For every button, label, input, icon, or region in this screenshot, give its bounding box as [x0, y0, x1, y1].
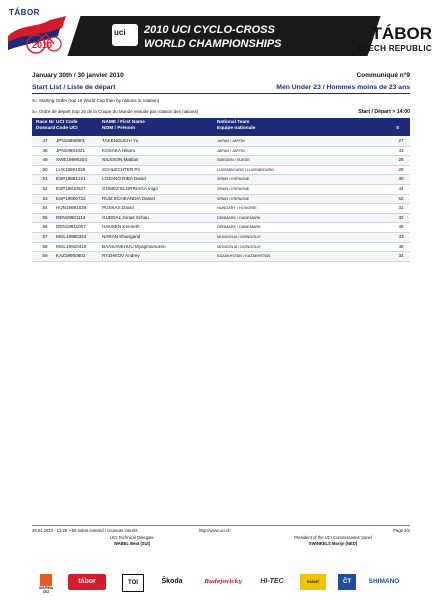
rider-name: KOSAKA Hikaru — [102, 147, 136, 153]
host-city: TÁBOR — [371, 24, 432, 43]
sponsor-cez-label: SKUPINA ČEZ — [38, 586, 54, 594]
national-team: HUNGARY / HONGRIE — [217, 206, 257, 211]
national-team: MONGOLIA / MONGOLIE — [217, 244, 261, 249]
rider-name: GOMEZ ELORRIAGA Inigo — [102, 185, 158, 191]
sponsor-budvar: Budejovicky — [204, 579, 242, 585]
header-race-nr-fr: Dossard — [36, 126, 56, 131]
header-name-fr: NOM / Prénom — [102, 126, 136, 131]
uci-code: ESP19910527 — [56, 185, 86, 191]
starting-order-note-fr: S= Ordre de départ (top 16 de la Coupe du Monde ensuite par rotation des nations) — [32, 109, 199, 114]
rider-name: BAASANKHUU Myagmarsuren — [102, 243, 166, 249]
table-row — [32, 233, 410, 243]
table-row — [32, 156, 410, 166]
header-team-en: National Team — [217, 120, 250, 125]
sponsor-shimano: SHIMANO — [368, 578, 400, 585]
national-team: SPAIN / ESPAGNE — [217, 186, 250, 191]
start-order: 28 — [398, 157, 404, 163]
list-title: Start List / Liste de départ — [32, 84, 116, 91]
race-number: 49 — [42, 157, 48, 163]
uci-code: ESP19881221 — [56, 176, 86, 182]
start-order: 33 — [398, 233, 404, 239]
table-row — [32, 185, 410, 195]
start-order: 52 — [398, 195, 404, 201]
national-team: SPAIN / ESPAGNE — [217, 177, 250, 182]
race-number: 54 — [42, 205, 48, 211]
start-order: 27 — [398, 138, 404, 143]
race-number: 47 — [42, 138, 48, 143]
national-team: SWEDEN / SUEDE — [217, 158, 250, 163]
rider-name: NILSSON Mattias — [102, 157, 139, 163]
cez-logo-icon — [40, 574, 52, 586]
uci-code: DEN19911007 — [56, 224, 86, 230]
national-team: SPAIN / ESPAGNE — [217, 196, 250, 201]
sponsor-bar — [0, 570, 438, 596]
header-uci-code — [56, 120, 78, 132]
start-order: 29 — [398, 166, 404, 172]
header-race-nr-en: Race Nr — [36, 120, 55, 125]
president-name: SWINKELS Marijn (NED) — [308, 541, 358, 546]
national-team: KAZAKHSTAN / KAZAKHSTAN — [217, 254, 271, 259]
table-row — [32, 147, 410, 157]
rider-name: RUIZ ECHEANDIA Daniel — [102, 195, 155, 201]
start-order: 44 — [398, 185, 404, 191]
header-uci-code-en: UCI Code — [56, 120, 78, 125]
race-number: 57 — [42, 233, 48, 239]
banner-title-line2: WORLD CHAMPIONSHIPS — [144, 38, 282, 50]
logo-year: 2010 — [32, 40, 53, 50]
national-team: DENMARK / DANEMARK — [217, 225, 261, 230]
start-order: 45 — [398, 224, 404, 230]
footer-timestamp: 29.01.2010 - 13:25 > 58 riders entered / coureurs inscrits — [32, 528, 138, 533]
uci-code: JPN19881021 — [56, 147, 86, 153]
start-order: 46 — [398, 243, 404, 249]
race-number: 52 — [42, 185, 48, 191]
table-row — [32, 166, 410, 176]
start-order: 43 — [398, 147, 404, 153]
uci-logo-text: uci — [114, 28, 126, 37]
footer-divider — [32, 525, 410, 526]
table-row — [32, 137, 410, 147]
race-number: 56 — [42, 224, 48, 230]
president-role: President of the UCI Commissaires' panel — [294, 535, 372, 540]
uci-code: LUX19901026 — [56, 166, 86, 172]
uci-code: MGL19890324 — [56, 233, 87, 239]
race-number: 58 — [42, 243, 48, 249]
rider-name: TAKENOUCHI Yu — [102, 138, 139, 143]
header-team — [217, 120, 255, 132]
uci-code: JPN19880901 — [56, 138, 86, 143]
delegate-name: WABEL Beat (SUI) — [113, 541, 151, 546]
footer-url[interactable]: http://www.uci.ch — [199, 528, 231, 533]
rider-name: NARAN Khangarid — [102, 233, 141, 239]
race-number: 48 — [42, 147, 48, 153]
start-time: Start / Départ > 14:00 — [358, 109, 410, 115]
national-team: DENMARK / DANEMARK — [217, 215, 261, 220]
rider-name: PUSKAS David — [102, 205, 134, 211]
sponsor-giant: GIANT — [300, 574, 326, 590]
uci-code: DEN19901114 — [56, 214, 86, 220]
national-team: JAPAN / JAPON — [217, 139, 245, 143]
sponsor-hitec: HI-TEC — [260, 578, 284, 585]
national-team: LUXEMBOURG / LUXEMBOURG — [217, 167, 275, 172]
sponsor-toi: TOI — [122, 574, 144, 592]
header-name-en: NAME / First Name — [102, 120, 145, 125]
race-number: 51 — [42, 176, 48, 182]
uci-code: ESP19900722 — [56, 195, 86, 201]
sponsor-ct: ČT — [338, 574, 356, 590]
delegate-role: UCI Technical Delegate — [110, 535, 154, 540]
banner-title-line1: 2010 UCI CYCLO-CROSS — [144, 24, 275, 36]
race-number: 53 — [42, 195, 48, 201]
sponsor-cez — [36, 574, 56, 594]
start-order: 31 — [398, 205, 404, 211]
starting-order-note-en: S= Starting Order (top 16 World Cup then by nations in rotation) — [32, 98, 160, 103]
table-row — [32, 195, 410, 205]
rider-name: SCHLECHTER Pit — [102, 166, 140, 172]
rider-name: GUDDAL Jonas Schau — [102, 214, 149, 220]
race-number: 59 — [42, 253, 48, 259]
header-team-fr: Equipe nationale — [217, 126, 256, 131]
table-row — [32, 243, 410, 253]
header-uci-code-fr: Code UCI — [56, 126, 78, 131]
table-row — [32, 214, 410, 224]
start-order: 30 — [398, 176, 404, 182]
rider-name: HANSEN Kenneth — [102, 224, 140, 230]
header-race-nr — [36, 120, 55, 132]
page-header — [0, 0, 438, 62]
logo-text: TÁBOR — [9, 8, 40, 17]
table-row — [32, 223, 410, 233]
footer-page: Page 2/2 — [393, 528, 410, 533]
title-divider — [32, 93, 410, 94]
start-order: 34 — [398, 253, 404, 259]
category-title: Men Under 23 / Hommes moins de 23 ans — [276, 84, 410, 91]
race-number: 55 — [42, 214, 48, 220]
race-number: 50 — [42, 166, 48, 172]
national-team: JAPAN / JAPON — [217, 148, 245, 153]
host-country: CZECH REPUBLIC — [357, 44, 432, 53]
table-row — [32, 175, 410, 185]
uci-logo — [112, 24, 138, 46]
uci-code: KAZ19900602 — [56, 253, 86, 259]
document-date: January 30th / 30 janvier 2010 — [32, 72, 124, 79]
rider-name: LOZANO RIBA David — [102, 176, 146, 182]
table-row — [32, 252, 410, 262]
start-order: 32 — [398, 214, 404, 220]
header-name — [102, 120, 145, 132]
uci-code: SWE19890204 — [56, 157, 87, 163]
uci-code: HUN19881028 — [56, 205, 87, 211]
table-row — [32, 204, 410, 214]
start-list-table — [32, 137, 410, 262]
header-start-order: S — [396, 126, 400, 131]
sponsor-tabor: tábor — [68, 574, 106, 590]
rider-name: RYZHKOV Andrey — [102, 253, 140, 259]
national-team: MONGOLIA / MONGOLIE — [217, 234, 261, 239]
communique-number: Communiqué n°9 — [356, 72, 410, 79]
uci-code: MGL19910416 — [56, 243, 87, 249]
sponsor-skoda: Škoda — [161, 578, 183, 585]
table-header — [32, 118, 410, 136]
tabor-2010-logo — [6, 6, 68, 58]
